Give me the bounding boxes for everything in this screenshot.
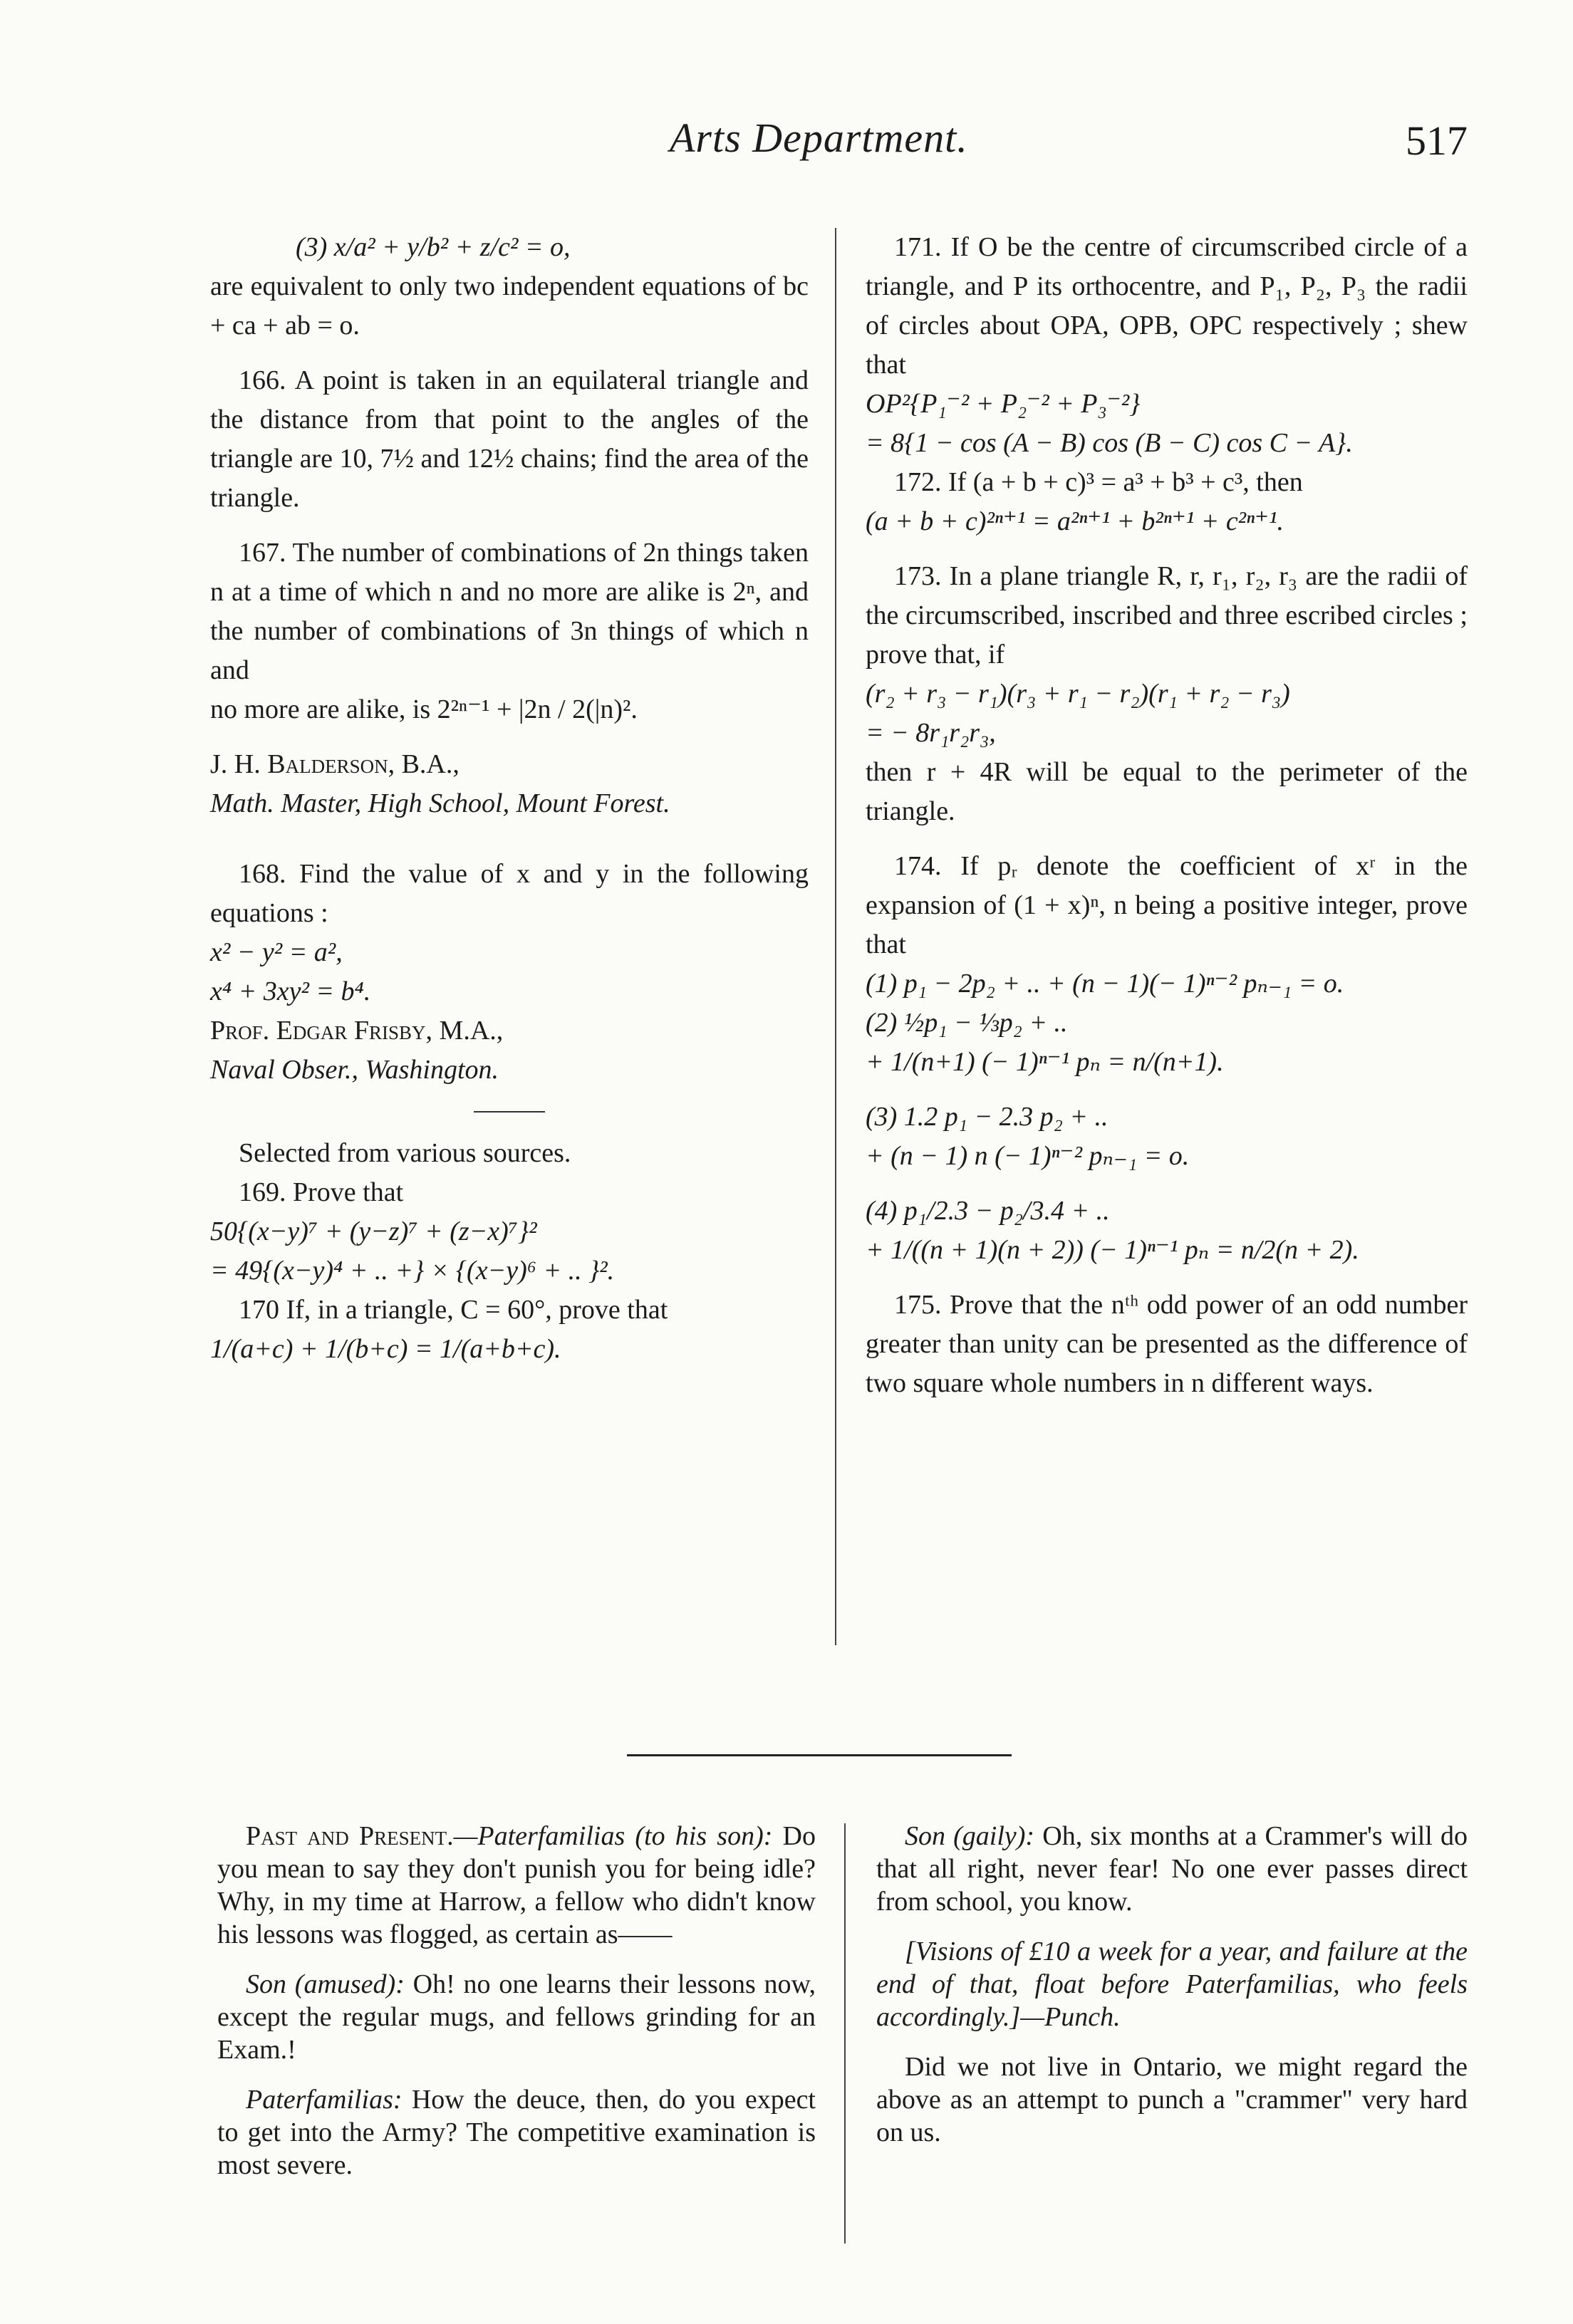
equation-174-2a: (2) ½p₁ − ⅓p₂ + .. [866, 1008, 1068, 1038]
equation-168b: x⁴ + 3xy² = b⁴. [210, 976, 371, 1006]
anecdote-right-column [876, 1820, 1468, 2166]
anecdote-speaker-4: Son (gaily): [905, 1821, 1035, 1851]
equation-170: 1/(a+c) + 1/(b+c) = 1/(a+b+c). [210, 1334, 561, 1364]
equation-171b: = 8{1 − cos (A − B) cos (B − C) cos C − A}. [866, 428, 1353, 458]
running-head: Arts Department. [670, 115, 968, 161]
anecdote-paragraph-6: Did we not live in Ontario, we might regard the above as an attempt to punch a "crammer" very hard on us. [876, 2052, 1468, 2147]
anecdote-speaker-1: —Paterfamilias (to his son): [453, 1821, 773, 1851]
anecdote-text-2: Oh! no one learns their lessons now, except the regular mugs, and fellows grinding for an Exam.! [217, 1969, 816, 2065]
column-rule [835, 228, 836, 1645]
equation-174-1: (1) p₁ − 2p₂ + .. + (n − 1)(− 1)ⁿ⁻² pₙ₋₁ = o. [866, 969, 1344, 999]
equation-3: (3) x/a² + y/b² + z/c² = o, [296, 232, 571, 262]
anecdote-speaker-2: Son (amused): [246, 1969, 405, 1999]
text-173: then r + 4R will be equal to the perimeter of the triangle. [866, 757, 1468, 826]
page-header [214, 114, 1468, 192]
anecdote-text-1: Do you mean to say they don't punish you for being idle? Why, in my time at Harrow, a fellow who didn't know his lessons was flogged, as certain as—— [217, 1821, 816, 1949]
text-3: are equivalent to only two independent equations of bc + ca + ab = o. [210, 271, 809, 340]
equation-171a: OP²{P₁⁻² + P₂⁻² + P₃⁻²} [866, 389, 1141, 419]
equation-173a: (r₂ + r₃ − r₁)(r₃ + r₁ − r₂)(r₁ + r₂ − r₃) [866, 679, 1290, 709]
equation-169b: = 49{(x−y)⁴ + .. +} × {(x−y)⁶ + .. }². [210, 1256, 615, 1286]
anecdote-paragraph-2 [217, 1968, 816, 2066]
problem-170: 170 If, in a triangle, C = 60°, prove that [239, 1295, 668, 1325]
section-divider [474, 1111, 545, 1113]
anecdote-text-4: Oh, six months at a Crammer's will do that all right, never fear! No one ever passes direct from school, you know. [876, 1821, 1468, 1917]
problem-171: 171. If O be the centre of circumscribed circle of a triangle, and P its orthocentre, and P₁, P₂, P₃ the radii of circles about OPA, OPB, OPC respectively ; shew that [866, 232, 1468, 380]
anecdote-text-3: How the deuce, then, do you expect to get into the Army? The competitive examination is most severe. [217, 2085, 816, 2180]
equation-169a: 50{(x−y)⁷ + (y−z)⁷ + (z−x)⁷}² [210, 1216, 537, 1246]
problem-167-end: no more are alike, is 2²ⁿ⁻¹ + |2n / 2(|n)². [210, 694, 638, 724]
problem-172: 172. If (a + b + c)³ = a³ + b³ + c³, then [894, 467, 1303, 497]
anecdote-left-column [217, 1820, 816, 2199]
signature-balderson-role: Math. Master, High School, Mount Forest. [210, 788, 670, 818]
anecdote-paragraph-5: [Visions of £10 a week for a year, and failure at the end of that, float before Paterfamilias, who feels accordingly.]—Punch. [876, 1937, 1468, 2032]
bottom-column-rule [844, 1823, 846, 2244]
problem-167: 167. The number of combinations of 2n things taken n at a time of which n and no more are alike is 2ⁿ, and the number of combinations of 3n things of which n and [210, 538, 809, 685]
problem-168: 168. Find the value of x and y in the following equations : [210, 859, 809, 928]
anecdote-paragraph-4 [876, 1820, 1468, 1918]
problem-169: 169. Prove that [239, 1177, 404, 1207]
selected-heading: Selected from various sources. [239, 1138, 571, 1168]
anecdote-title: Past and Present. [246, 1821, 454, 1851]
signature-frisby-role: Naval Obser., Washington. [210, 1055, 499, 1085]
anecdote-paragraph-1 [217, 1820, 816, 1951]
signature-frisby: Prof. Edgar Frisby, M.A., [210, 1016, 504, 1046]
equation-173b: = − 8r₁r₂r₃, [866, 718, 996, 748]
signature-balderson: J. H. Balderson, B.A., [210, 749, 460, 779]
left-column [210, 228, 809, 1369]
equation-174-4a: (4) p₁/2.3 − p₂/3.4 + .. [866, 1196, 1110, 1226]
right-column [866, 228, 1468, 1403]
page-number: 517 [1406, 118, 1468, 164]
equation-174-3a: (3) 1.2 p₁ − 2.3 p₂ + .. [866, 1102, 1109, 1132]
problem-174: 174. If pᵣ denote the coefficient of xʳ in the expansion of (1 + x)ⁿ, n being a positive integer, prove that [866, 851, 1468, 959]
equation-174-2b: + 1/(n+1) (− 1)ⁿ⁻¹ pₙ = n/(n+1). [866, 1047, 1224, 1077]
equation-174-4b: + 1/((n + 1)(n + 2)) (− 1)ⁿ⁻¹ pₙ = n/2(n + 2). [866, 1235, 1359, 1265]
equation-168a: x² − y² = a², [210, 937, 343, 967]
problem-166: 166. A point is taken in an equilateral triangle and the distance from that point to the angles of the triangle are 10, 7½ and 12½ chains; find the area of the triangle. [210, 365, 809, 513]
equation-172: (a + b + c)²ⁿ⁺¹ = a²ⁿ⁺¹ + b²ⁿ⁺¹ + c²ⁿ⁺¹. [866, 506, 1284, 536]
equation-174-3b: + (n − 1) n (− 1)ⁿ⁻² pₙ₋₁ = o. [866, 1141, 1190, 1171]
problem-173: 173. In a plane triangle R, r, r₁, r₂, r₃ are the radii of the circumscribed, inscribed and three escribed circles ; prove that, if [866, 561, 1468, 669]
bottom-divider [627, 1754, 1012, 1756]
problem-175: 175. Prove that the nᵗʰ odd power of an odd number greater than unity can be presented as the difference of two square whole numbers in n different ways. [866, 1290, 1468, 1398]
anecdote-speaker-3: Paterfamilias: [246, 2085, 403, 2115]
anecdote-paragraph-3 [217, 2083, 816, 2182]
